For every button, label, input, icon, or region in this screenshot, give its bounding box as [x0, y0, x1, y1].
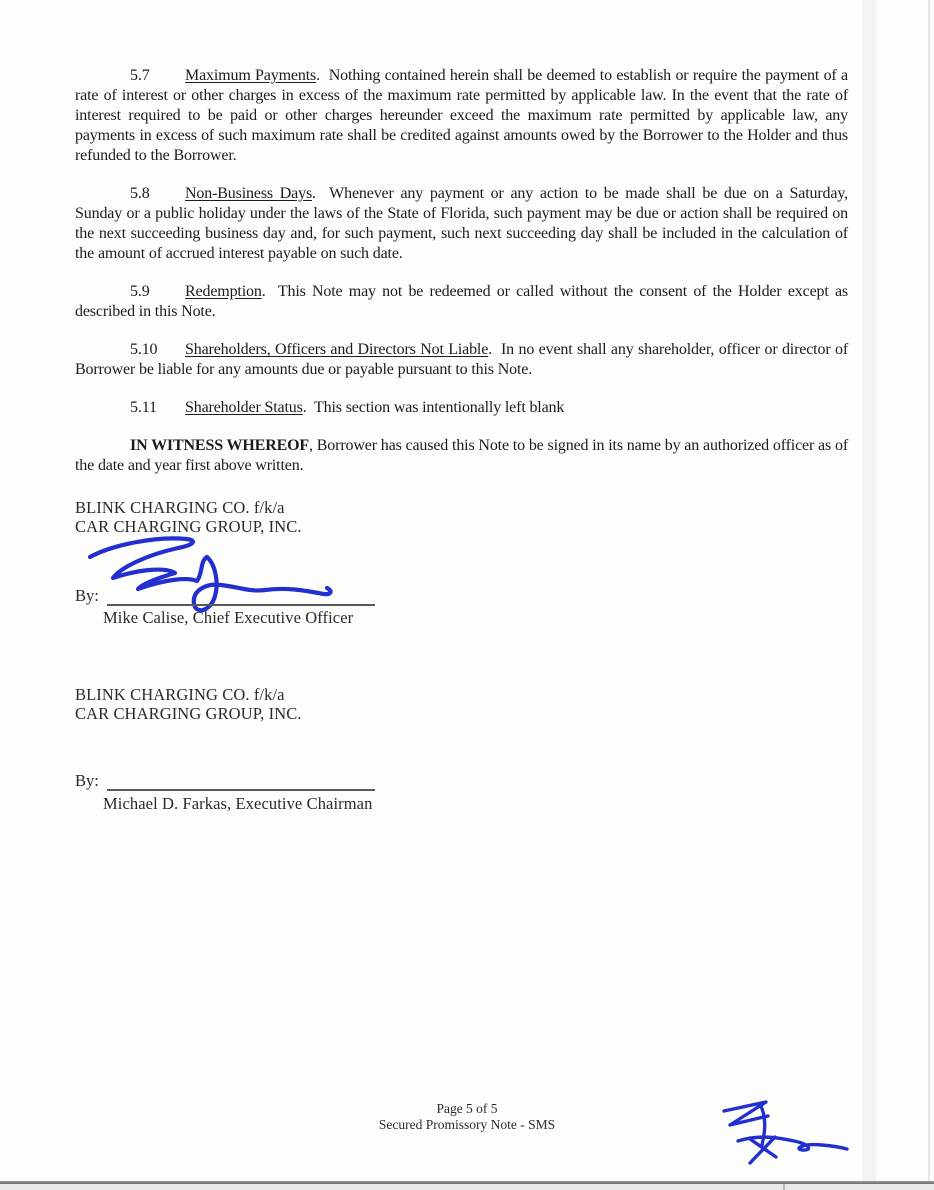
by-label: By:	[75, 771, 99, 790]
section-number: 5.9	[130, 283, 150, 300]
section-heading: Non-Business Days	[185, 185, 313, 202]
section-5-9	[75, 282, 848, 322]
section-heading: Shareholder Status	[185, 399, 303, 416]
page-number: Page 5 of 5	[436, 1101, 498, 1116]
section-heading: Shareholders, Officers and Directors Not Liable	[185, 341, 489, 358]
section-heading: Redemption	[185, 283, 262, 300]
section-number: 5.8	[130, 185, 150, 202]
signature-block-company-2	[75, 685, 495, 723]
witness-body: , Borrower has caused this Note to be signed in its name by an authorized officer as of the date and year first above written.	[75, 437, 848, 474]
section-number: 5.7	[130, 67, 150, 84]
section-5-8	[75, 184, 848, 264]
section-body: This Note may not be redeemed or called without the consent of the Holder except as described in this Note.	[75, 283, 848, 320]
signer-title-1: Mike Calise, Chief Executive Officer	[103, 608, 354, 627]
heading-punct: .	[488, 341, 493, 358]
section-body: Whenever any payment or any action to be made shall be due on a Saturday, Sunday or a public holiday under the laws of the State of Florida, such payment may be due or action shall be required on the next succeeding business day and, for such payment, such next succeeding day shall be included in the calculation of the amount of accrued interest payable on such date.	[75, 185, 848, 262]
scan-edge-line	[928, 0, 930, 1190]
heading-punct: .	[302, 399, 307, 416]
footer-document-title: Secured Promissory Note - SMS	[378, 1117, 556, 1132]
heading-punct: .	[316, 67, 320, 84]
witness-clause	[75, 436, 848, 476]
heading-punct: .	[261, 283, 266, 300]
heading-punct: .	[312, 185, 316, 202]
signature-initials	[710, 1094, 858, 1168]
by-line-2	[75, 771, 395, 791]
scan-bottom-tick	[783, 1184, 785, 1190]
scan-bottom-strip	[0, 1184, 934, 1190]
document-body	[75, 66, 848, 494]
company-name-line-2: CAR CHARGING GROUP, INC.	[75, 517, 302, 536]
signer-title-2: Michael D. Farkas, Executive Chairman	[103, 794, 373, 813]
section-5-10	[75, 340, 848, 380]
signature-line	[107, 771, 375, 791]
section-heading: Maximum Payments	[185, 67, 317, 84]
section-body: Nothing contained herein shall be deemed to establish or require the payment of a rate of interest or other charges in excess of the maximum rate permitted by applicable law. In the event that the rate of interest required to be paid or other charges hereunder exceed the maximum rate permitted by applicable law, any payments in excess of such maximum rate shall be credited against amounts owed by the Borrower to the Holder and thus refunded to the Borrower.	[75, 67, 848, 164]
signature-line	[107, 586, 375, 606]
section-number: 5.10	[130, 341, 158, 358]
company-name-line-1: BLINK CHARGING CO. f/k/a	[75, 685, 285, 704]
company-name-line-2: CAR CHARGING GROUP, INC.	[75, 704, 302, 723]
section-5-7	[75, 66, 848, 166]
section-5-11	[75, 398, 848, 418]
section-body: In no event shall any shareholder, officer or director of Borrower be liable for any amounts due or payable pursuant to this Note.	[75, 341, 849, 378]
section-number: 5.11	[130, 399, 157, 416]
company-name-line-1: BLINK CHARGING CO. f/k/a	[75, 498, 285, 517]
by-line-1	[75, 586, 395, 606]
witness-lead: IN WITNESS WHEREOF	[130, 437, 310, 454]
by-label: By:	[75, 586, 99, 605]
signature-block-company-1	[75, 498, 495, 536]
section-body: This section was intentionally left blank	[314, 399, 565, 416]
scan-streak	[862, 0, 876, 1190]
